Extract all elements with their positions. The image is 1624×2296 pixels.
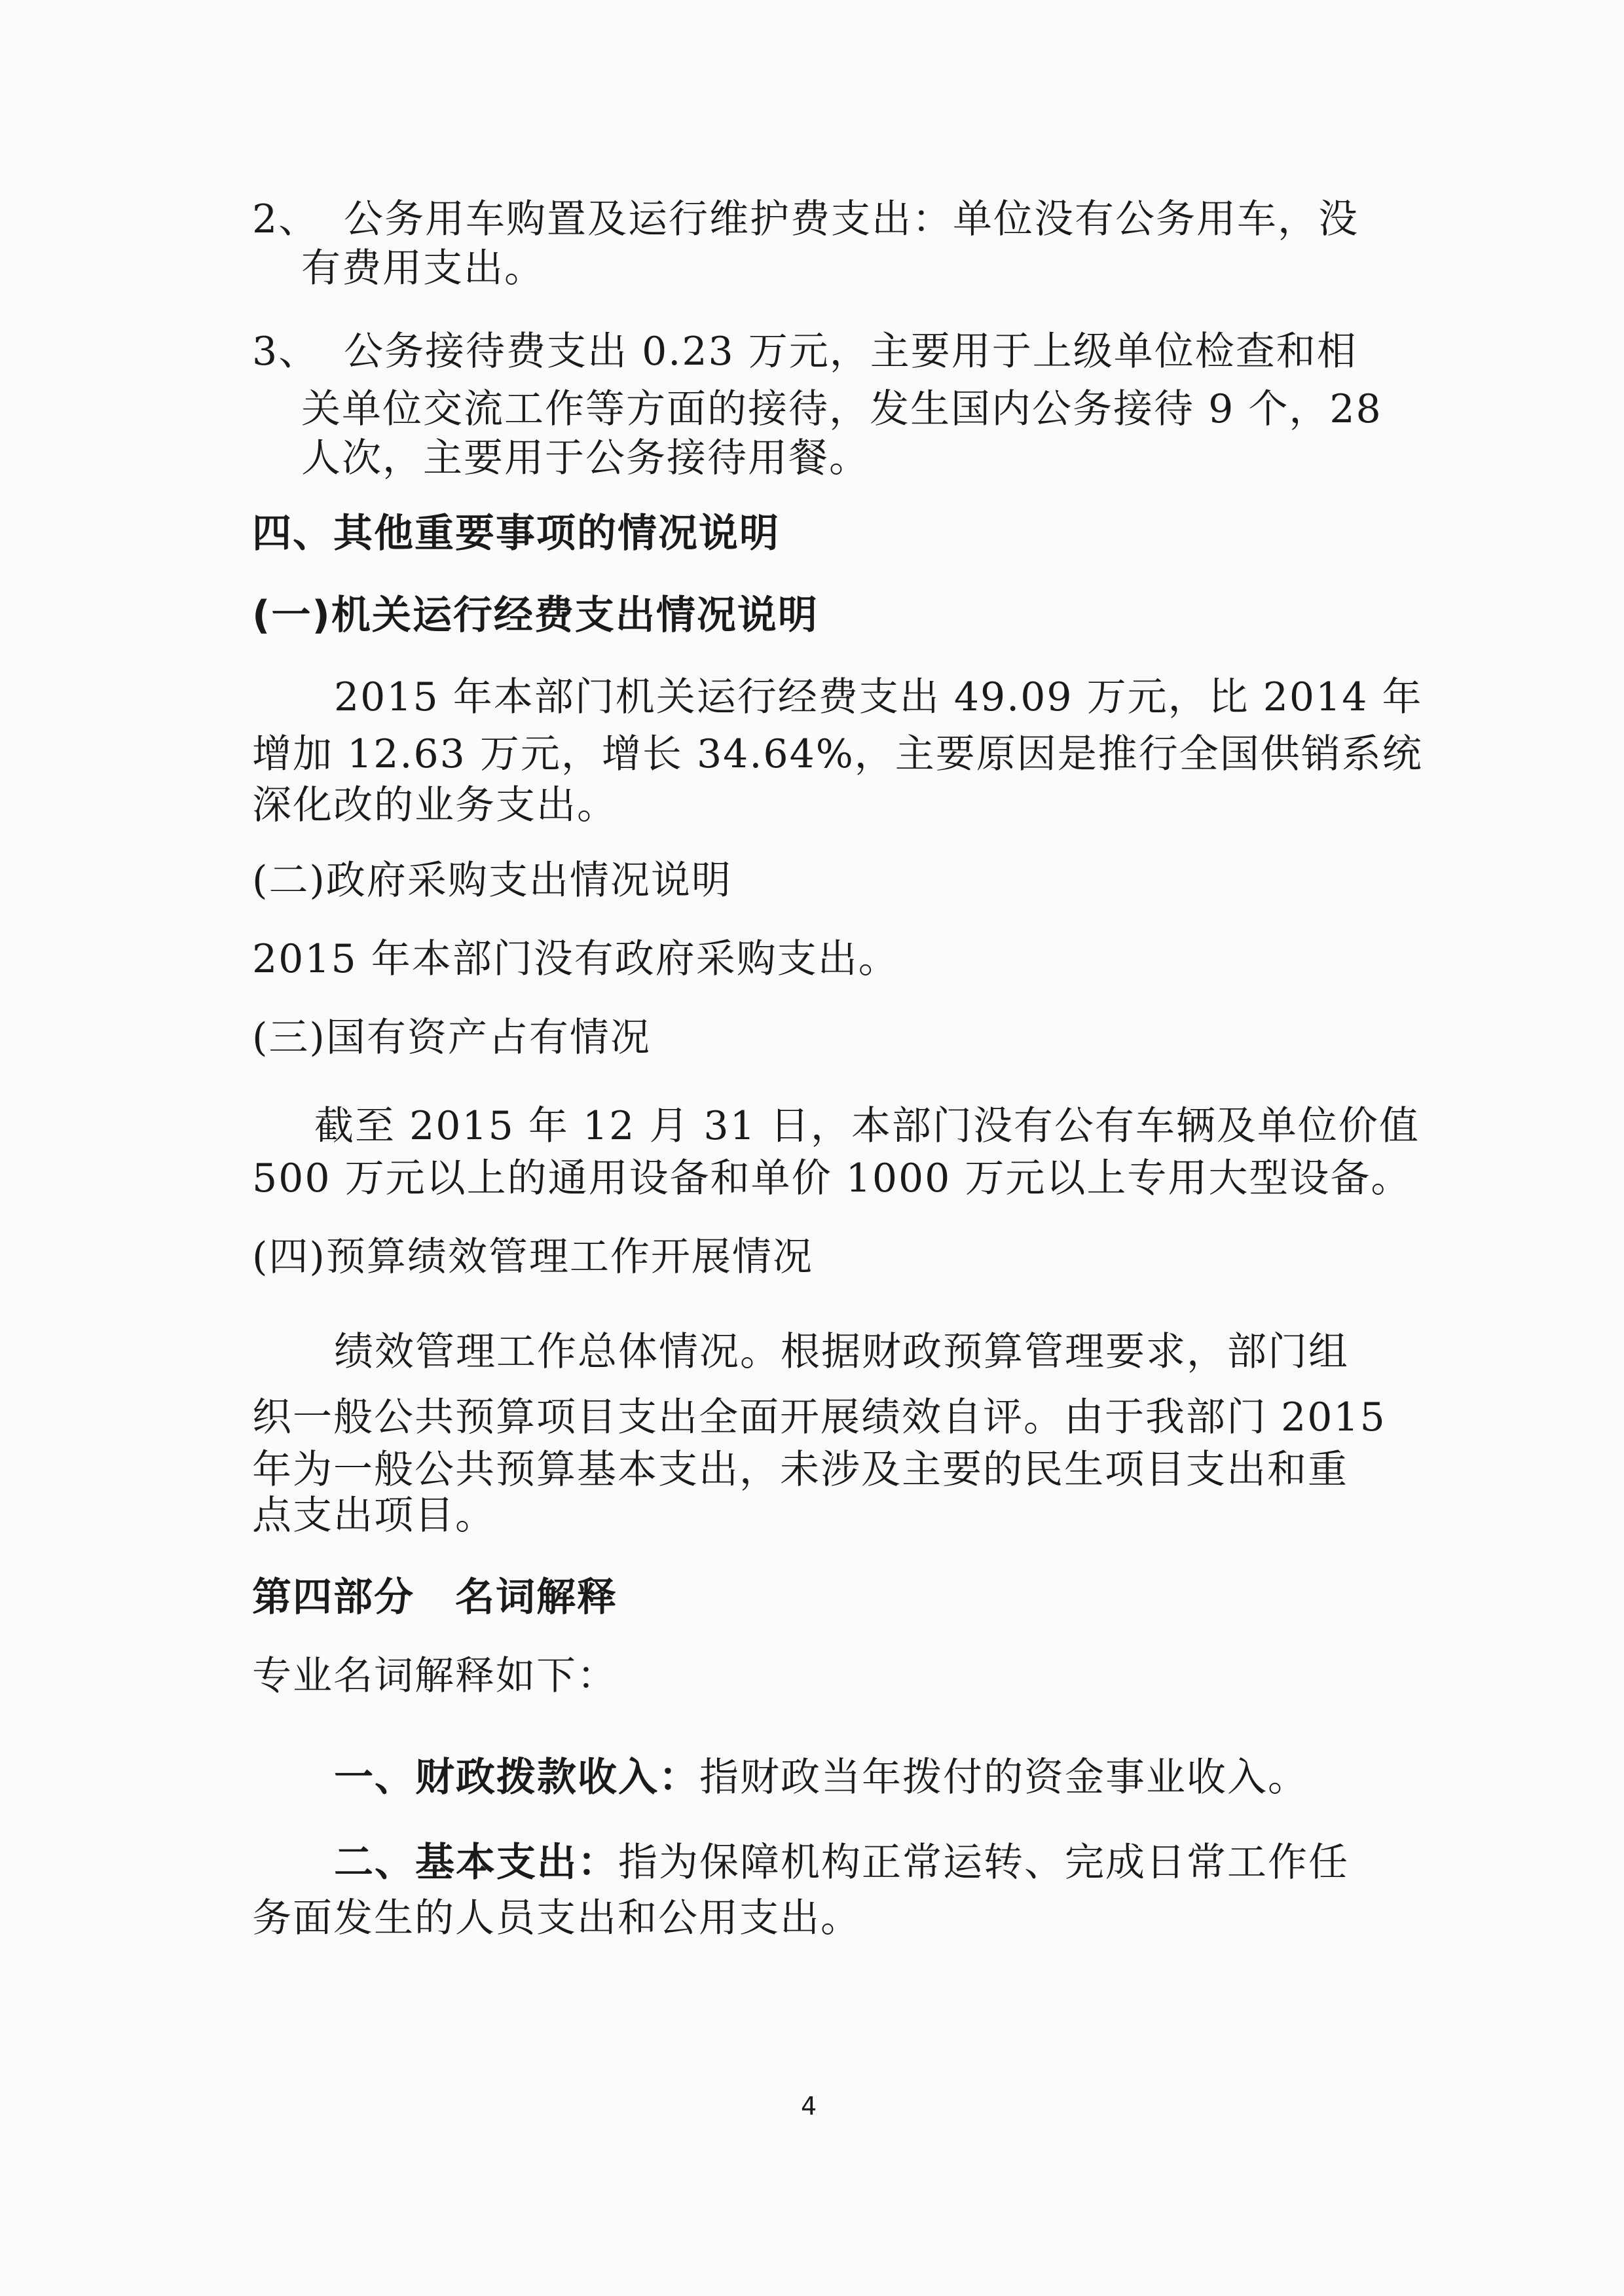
subsection-4-heading: (四)预算绩效管理工作开展情况 — [252, 1234, 813, 1280]
item-3-text: 公务接待费支出 0.23 万元，主要用于上级单位检查和相 — [344, 329, 1357, 374]
item-3-line-2: 关单位交流工作等方面的接待，发生国内公务接待 9 个，28 — [301, 386, 1382, 432]
item-2-number: 2、 — [252, 196, 320, 242]
subsection-4-line-3: 年为一般公共预算基本支出，未涉及主要的民生项目支出和重 — [252, 1447, 1348, 1493]
term-1 — [334, 1748, 1473, 1807]
subsection-1-line-2: 增加 12.63 万元，增长 34.64%，主要原因是推行全国供销系统 — [252, 731, 1423, 777]
subsection-4-line-1: 绩效管理工作总体情况。根据财政预算管理要求，部门组 — [334, 1329, 1349, 1375]
part-4-intro: 专业名词解释如下： — [252, 1653, 618, 1699]
subsection-2-heading: (二)政府采购支出情况说明 — [252, 858, 732, 903]
subsection-1-heading: (一)机关运行经费支出情况说明 — [252, 592, 819, 638]
part-4-heading: 第四部分 名词解释 — [252, 1575, 618, 1620]
item-3-line-3: 人次，主要用于公务接待用餐。 — [301, 435, 870, 481]
term-2-line-2: 务面发生的人员支出和公用支出。 — [252, 1895, 861, 1941]
subsection-4-line-2: 织一般公共预算项目支出全面开展绩效自评。由于我部门 2015 — [252, 1394, 1386, 1440]
item-3-line-1 — [252, 322, 1392, 381]
subsection-3-line-2: 500 万元以上的通用设备和单价 1000 万元以上专用大型设备。 — [252, 1156, 1412, 1201]
subsection-1-line-3: 深化改的业务支出。 — [252, 782, 618, 828]
subsection-1-line-1: 2015 年本部门机关运行经费支出 49.09 万元，比 2014 年 — [334, 674, 1423, 720]
section-4-heading: 四、其他重要事项的情况说明 — [252, 511, 780, 556]
term-1-definition: 指财政当年拨付的资金事业收入。 — [699, 1755, 1308, 1800]
term-2-title: 二、基本支出： — [334, 1840, 618, 1886]
subsection-2-line-1: 2015 年本部门没有政府采购支出。 — [252, 936, 899, 982]
subsection-4-line-4: 点支出项目。 — [252, 1493, 496, 1539]
term-2-line-1 — [334, 1833, 1473, 1892]
page-number: 4 — [801, 2092, 817, 2121]
item-3-number: 3、 — [252, 329, 320, 374]
item-2-text: 公务用车购置及运行维护费支出：单位没有公务用车，没 — [344, 196, 1359, 242]
term-1-title: 一、财政拨款收入： — [334, 1755, 699, 1800]
term-2-definition: 指为保障机构正常运转、完成日常工作任 — [618, 1840, 1349, 1886]
subsection-3-line-1: 截至 2015 年 12 月 31 日，本部门没有公有车辆及单位价值 — [314, 1103, 1420, 1149]
item-2-line-2: 有费用支出。 — [301, 246, 545, 291]
subsection-3-heading: (三)国有资产占有情况 — [252, 1015, 651, 1061]
